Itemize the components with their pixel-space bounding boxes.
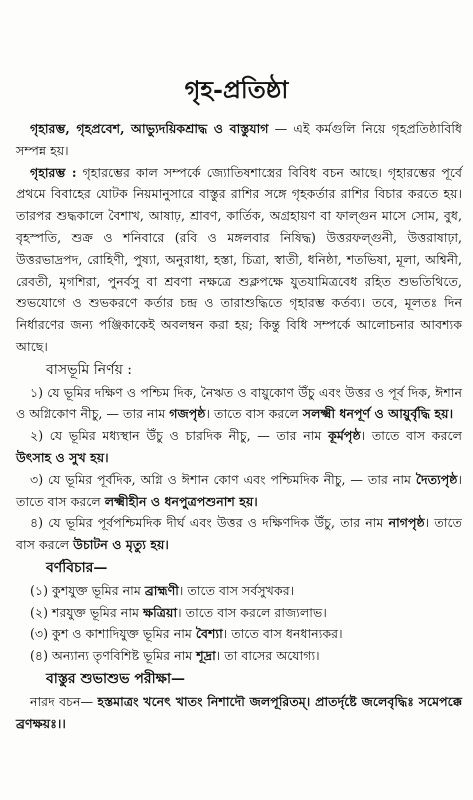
bhumi-item-3 xyxy=(16,469,462,513)
bhumi-item-result: উচাটন ও মৃত্যু হয়। xyxy=(73,537,169,553)
griharambha-text: গৃহারম্ভের কাল সম্পর্কে জ্যোতিষশাস্ত্রের বিবিধ বচন আছে। গৃহারম্ভের পূর্বে প্রথমে বিবাহের যোটক নিয়মানুসারে বাস্তুর রাশির সঙ্গে গৃহকর্তার রাশির বিচার করতে হয়। তারপর শুদ্ধকালে বৈশাখ, আষাঢ়, শ্রাবণ, কার্তিক, অগ্রহায়ণ বা ফাল্গুন মাসে সোম, বুধ, বৃহস্পতি, শুক্র ও শনিবারে (রবি ও মঙ্গলবার নিষিদ্ধ) উত্তরফল্গুনী, উত্তরাষাঢ়া, উত্তরভাদ্রপদ, রোহিণী, পুষ্যা, অনুরাধা, হস্তা, চিত্রা, স্বাতী, ধনিষ্ঠা, শতভিষা, মূলা, অশ্বিনী, রেবতী, মৃগশিরা, পুনর্বসু বা শ্রবণা নক্ষত্রে শুক্লপক্ষে যুতযামিত্রবেধ রহিত শুভতিথিতে, শুভযোগে ও শুভকরণে কর্তার চন্দ্র ও তারাশুদ্ধিতে গৃহারম্ভ কর্তব্য। তবে, মূলতঃ দিন নির্ধারণের জন্য পঞ্জিকাকেই অবলম্বন করা হয়; কিন্তু বিধি সম্পর্কে আলোচনার আবশ্যক আছে। xyxy=(16,164,462,354)
intro-paragraph xyxy=(16,118,462,162)
griharambha-paragraph xyxy=(16,162,462,358)
varna-item-name: ক্ষত্রিয়া xyxy=(142,604,178,620)
vastu-heading: বাস্তুর শুভাশুভ পরীক্ষা— xyxy=(46,670,186,687)
bhumi-item-rest: । তাতে বাস করলে xyxy=(360,428,462,444)
bhumi-item-name: নাগপৃষ্ঠ xyxy=(388,515,425,531)
vastu-paragraph xyxy=(16,691,462,735)
bhumi-item-rest: । তাতে বাস করলে xyxy=(16,515,462,553)
bhumi-item-2 xyxy=(16,425,462,469)
varna-item-post: । তাতে বাস ধনধান্যকর। xyxy=(222,626,343,642)
page-title: গৃহ-প্রতিষ্ঠা xyxy=(184,75,289,104)
bhumi-item-name: দৈত্যপৃষ্ঠ xyxy=(415,471,458,487)
varna-item-2 xyxy=(30,602,462,624)
bhumi-item-rest: । তাতে বাস করলে xyxy=(205,406,303,422)
bhumi-item-name: গজপৃষ্ঠ xyxy=(169,406,206,422)
varna-item-pre: (১) কুশযুক্ত ভূমির নাম xyxy=(30,582,145,598)
varna-item-name: ব্রাহ্মণী xyxy=(144,582,179,598)
varna-item-post: । তাতে বাস সর্বসুখকর। xyxy=(178,582,295,598)
varna-item-4 xyxy=(30,645,462,667)
page-body xyxy=(16,118,462,734)
bhumi-item-text: ১) যে ভূমির দক্ষিণ ও পশ্চিম দিক, নৈঋত ও বায়ুকোণ উঁচু এবং উত্তর ও পূর্ব দিক, ঈশান ও অগ্নিকোণ নীচু, — তার নাম xyxy=(16,384,462,422)
bhumi-item-text: ২) যে ভূমির মধ্যস্থান উঁচু ও চারদিক নীচু, — তার নাম xyxy=(30,428,329,444)
bhumi-item-4 xyxy=(16,512,462,556)
varna-item-post: । তাতে বাস করলে রাজ্যলাভ। xyxy=(177,604,327,620)
varna-item-1 xyxy=(30,580,462,602)
varna-item-name: শূদ্রা xyxy=(196,648,216,664)
vastu-label: নারদ বচন— xyxy=(30,693,98,709)
varna-item-pre: (২) শরযুক্ত ভূমির নাম xyxy=(30,604,143,620)
varna-heading: বর্ণবিচার— xyxy=(46,559,108,576)
varna-item-3 xyxy=(30,623,462,645)
bhumi-item-text: ৪) যে ভূমির পূর্বপশ্চিমদিক দীর্ঘ এবং উত্তর ও দক্ষিণদিক উঁচু, তার নাম xyxy=(30,515,389,531)
bhumi-item-result: সলক্ষ্মী ধনপূর্ণ ও আয়ুর্বৃদ্ধি হয়। xyxy=(302,406,454,422)
intro-rest: — এই কর্মগুলি নিয়ে গৃহপ্রতিষ্ঠাবিধি সম্পন্ন হয়। xyxy=(16,121,462,158)
bhumi-item-result: লক্ষ্মীহীন ও ধনপুত্রপশুনাশ হয়। xyxy=(104,493,258,509)
varna-item-post: । তা বাসের অযোগ্য। xyxy=(215,648,320,664)
intro-bold: গৃহারম্ভ, গৃহপ্রবেশ, আভ্যুদয়িকশ্রাদ্ধ ও বাস্তুযাগ xyxy=(30,121,269,136)
vastu-sloka: হস্তমাত্রং খনেৎ খাতং নিশাদৌ জলপূরিতম্। প্রাতর্দৃষ্টে জলেবৃদ্ধিঃ সমেপক্কে ব্রণক্ষয়ঃ।। xyxy=(16,693,462,731)
griharambha-heading: গৃহারম্ভ : xyxy=(30,164,77,180)
bhumi-item-rest: । তাতে বাস করলে xyxy=(16,471,462,509)
bhumi-item-result: উৎসাহ ও সুখ হয়। xyxy=(16,449,109,465)
varna-item-pre: (৩) কুশ ও কাশাদিযুক্ত ভূমির নাম xyxy=(30,626,196,642)
bhumi-item-text: ৩) যে ভূমির পূর্বদিক, অগ্নি ও ঈশান কোণ এবং পশ্চিমদিক নীচু, — তার নাম xyxy=(30,471,416,487)
bhumi-item-1 xyxy=(16,382,462,426)
varna-item-pre: (৪) অন্যান্য তৃণবিশিষ্ট ভূমির নাম xyxy=(30,648,197,664)
bhumi-item-name: কূর্মপৃষ্ঠ xyxy=(328,428,361,444)
bhumi-heading: বাসভূমি নির্ণয় : xyxy=(46,361,133,378)
varna-item-name: বৈশ্যা xyxy=(195,626,223,642)
